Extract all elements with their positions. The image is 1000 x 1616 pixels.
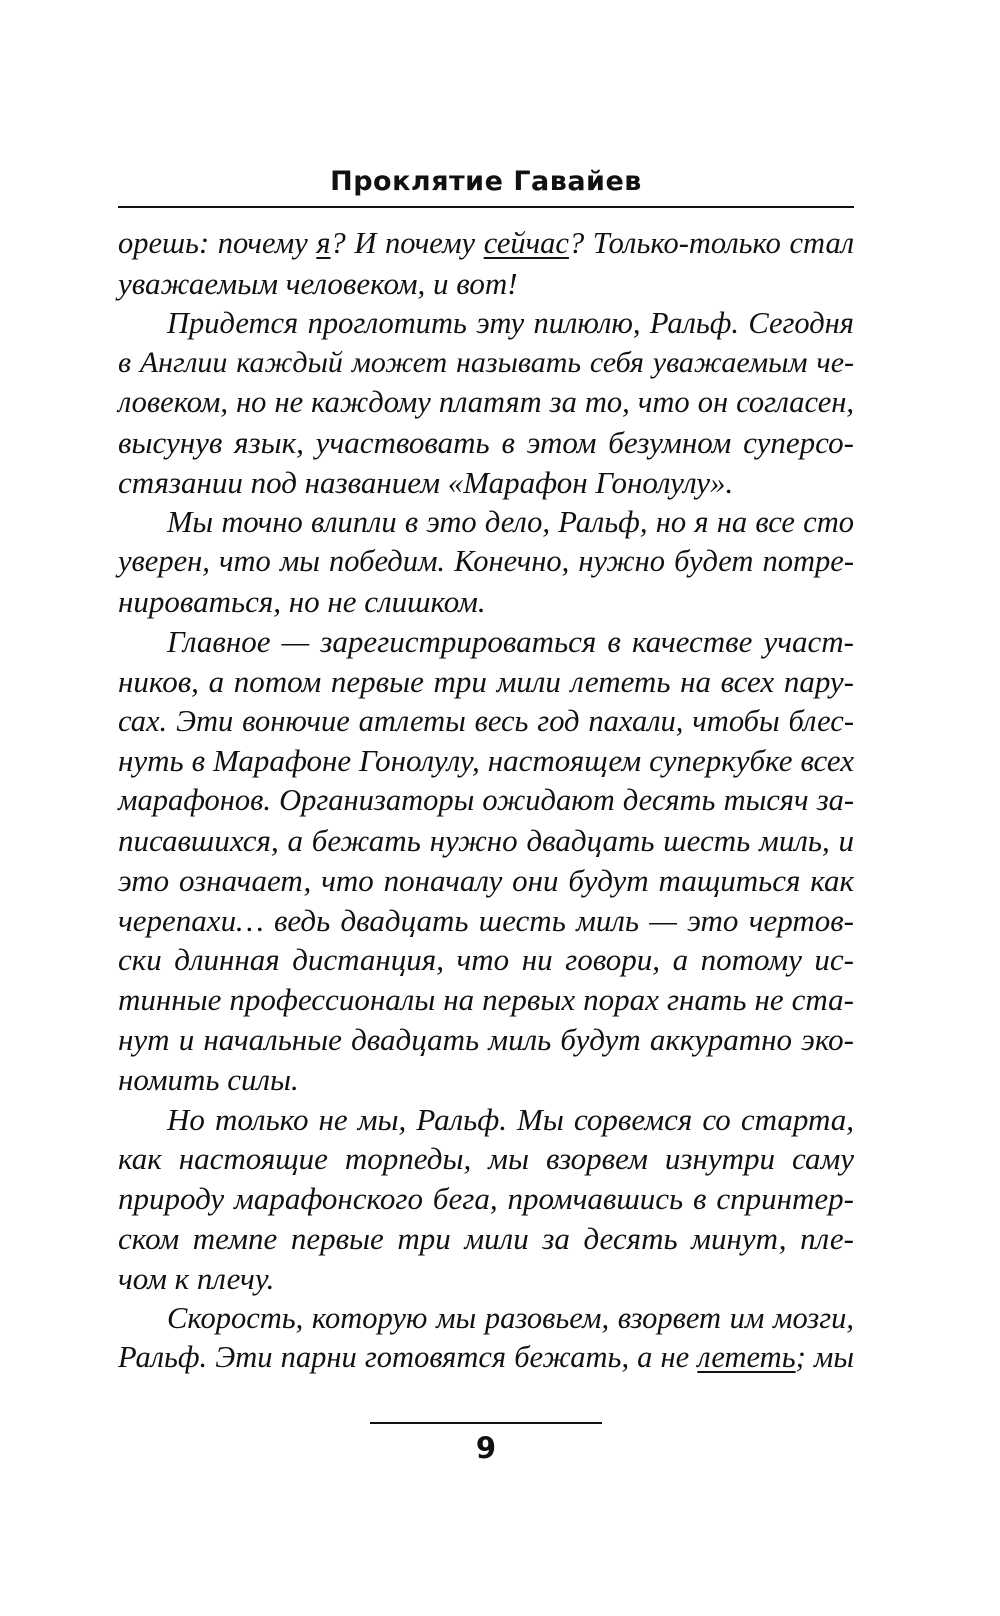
text-line: ски длинная дистанция, что ни говори, а потому ис- <box>118 942 854 978</box>
underlined-word: лететь <box>697 1340 796 1375</box>
page-number: 9 <box>475 1431 497 1465</box>
text-line: чом к плечу. <box>118 1260 275 1296</box>
text-line: уверен, что мы победим. Конечно, нужно будет потре- <box>118 544 854 579</box>
text-line: нироваться, но не слишком. <box>118 584 486 620</box>
text-line: Мы точно влипли в это дело, Ральф, но я на все сто <box>167 504 854 539</box>
text-line: тинные профессионалы на первых порах гнать не ста- <box>118 982 854 1018</box>
text-line: как настоящие торпеды, мы взорвем изнутри саму <box>118 1141 854 1177</box>
underlined-word: я <box>316 226 331 260</box>
running-head-title: Проклятие Гавайев <box>330 166 642 197</box>
text-line: ском темпе первые три мили за десять минут, пле- <box>118 1220 854 1256</box>
text-line: нут и начальные двадцать миль будут аккуратно эко- <box>118 1021 854 1057</box>
text-line: стязании под названием «Марафон Гонолулу». <box>118 464 734 500</box>
text-line: сах. Эти вонючие атлеты весь год пахали, чтобы блес- <box>118 703 854 738</box>
text-line: Придется проглотить эту пилюлю, Ральф. Сегодня <box>167 305 854 340</box>
text-line: Но только не мы, Ральф. Мы сорвемся со старта, <box>167 1101 854 1137</box>
text-line: природу марафонского бега, промчавшись в спринтер- <box>118 1181 854 1217</box>
header-rule <box>118 206 854 208</box>
body-text <box>118 224 854 1378</box>
text-line: высунув язык, участвовать в этом безумном суперсо- <box>118 424 854 460</box>
text-line: это означает, что поначалу они будут тащиться как <box>118 862 854 898</box>
text-line: нуть в Марафоне Гонолулу, настоящем суперкубке всех <box>118 743 854 779</box>
footer-rule <box>370 1422 602 1424</box>
text-line: номить силы. <box>118 1061 299 1097</box>
text-line: Ральф. Эти парни готовятся бежать, а не лететь; мы <box>118 1340 854 1375</box>
text-line: ников, а потом первые три мили лететь на всех пару- <box>118 663 854 699</box>
text-line: марафонов. Организаторы ожидают десять тысяч за- <box>118 783 854 818</box>
text-line: уважаемым человеком, и вот! <box>118 265 518 301</box>
text-line: в Англии каждый может называть себя уважаемым че- <box>118 346 854 380</box>
underlined-word: сейчас <box>483 226 569 260</box>
text-line: Главное — зарегистрироваться в качестве участ- <box>167 623 854 659</box>
text-line: писавшихся, а бежать нужно двадцать шесть миль, и <box>118 822 854 858</box>
text-line: ловеком, но не каждому платят за то, что он согласен, <box>118 385 854 420</box>
text-line: черепахи… ведь двадцать шесть миль — это чертов- <box>118 902 854 938</box>
text-line: орешь: почему я? И почему сейчас? Только-только стал <box>118 226 854 260</box>
text-line: Скорость, которую мы разовьем, взорвет им мозги, <box>167 1300 854 1335</box>
